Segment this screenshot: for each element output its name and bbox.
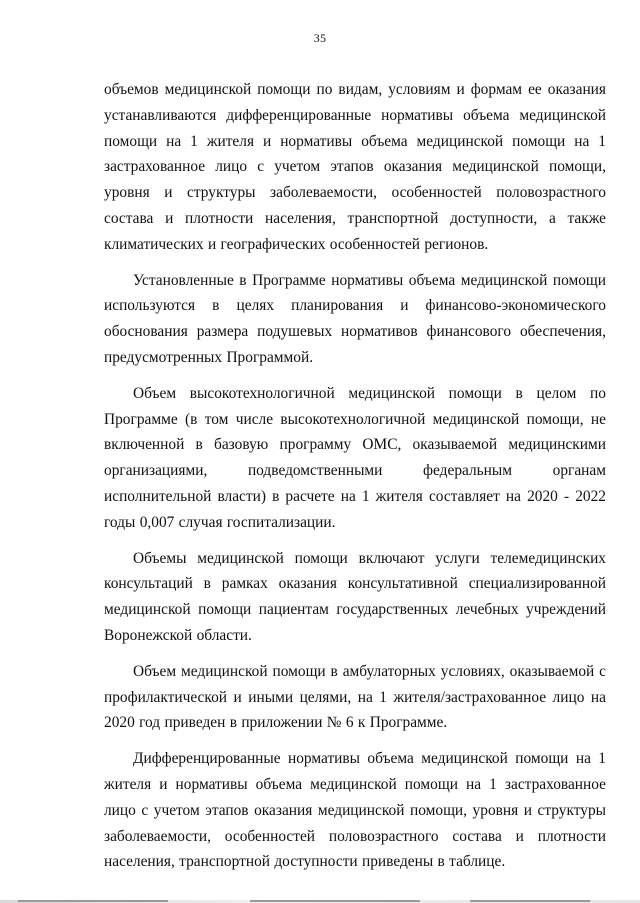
scan-mark <box>470 900 590 902</box>
paragraph-continuation: объемов медицинской помощи по видам, условиям и формам ее оказания устанавливаются дифференцированные нормативы объема медицинской помощи на 1 жителя и нормативы объема медицинской помощи на 1 застрахованное лицо с учетом этапов оказания медицинской помощи, уровня и структуры заболеваемости, особенностей половозрастного состава и плотности населения, транспортной доступности, а также климатических и географических особенностей регионов. <box>104 81 606 253</box>
paragraph-outpatient-volume: Объем медицинской помощи в амбулаторных условиях, оказываемой с профилактической и иными целями, на 1 жителя/застрахованное лицо на 2020 год приведен в приложении № 6 к Программе. <box>104 662 606 732</box>
paragraph-volume-standards: Установленные в Программе нормативы объема медицинской помощи используются в целях планирования и финансово-экономического обоснования размера подушевых нормативов финансового обеспечения, предусмотренных Программой. <box>104 271 606 366</box>
body-text <box>104 77 606 875</box>
page-number: 35 <box>313 31 327 45</box>
scan-mark <box>18 900 168 902</box>
paragraph-differentiated-standards: Дифференцированные нормативы объема медицинской помощи на 1 жителя и нормативы объема медицинской помощи на 1 застрахованное лицо с учетом этапов оказания медицинской помощи, уровня и структуры заболеваемости, особенностей половозрастного состава и плотности населения, транспортной доступности приведены в таблице. <box>104 750 606 871</box>
scan-mark <box>250 900 420 902</box>
paragraph-high-tech-care: Объем высокотехнологичной медицинской помощи в целом по Программе (в том числе высокотехнологичной медицинской помощи, не включенной в базовую программу ОМС, оказываемой медицинскими организациями, подведомственными федеральным органам исполнительной власти) в расчете на 1 жителя составляет на 2020 - 2022 годы 0,007 случая госпитализации. <box>104 384 606 531</box>
paragraph-telemedicine: Объемы медицинской помощи включают услуги телемедицинских консультаций в рамках оказания консультативной специализированной медицинской помощи пациентам государственных лечебных учреждений Воронежской области. <box>104 549 606 644</box>
